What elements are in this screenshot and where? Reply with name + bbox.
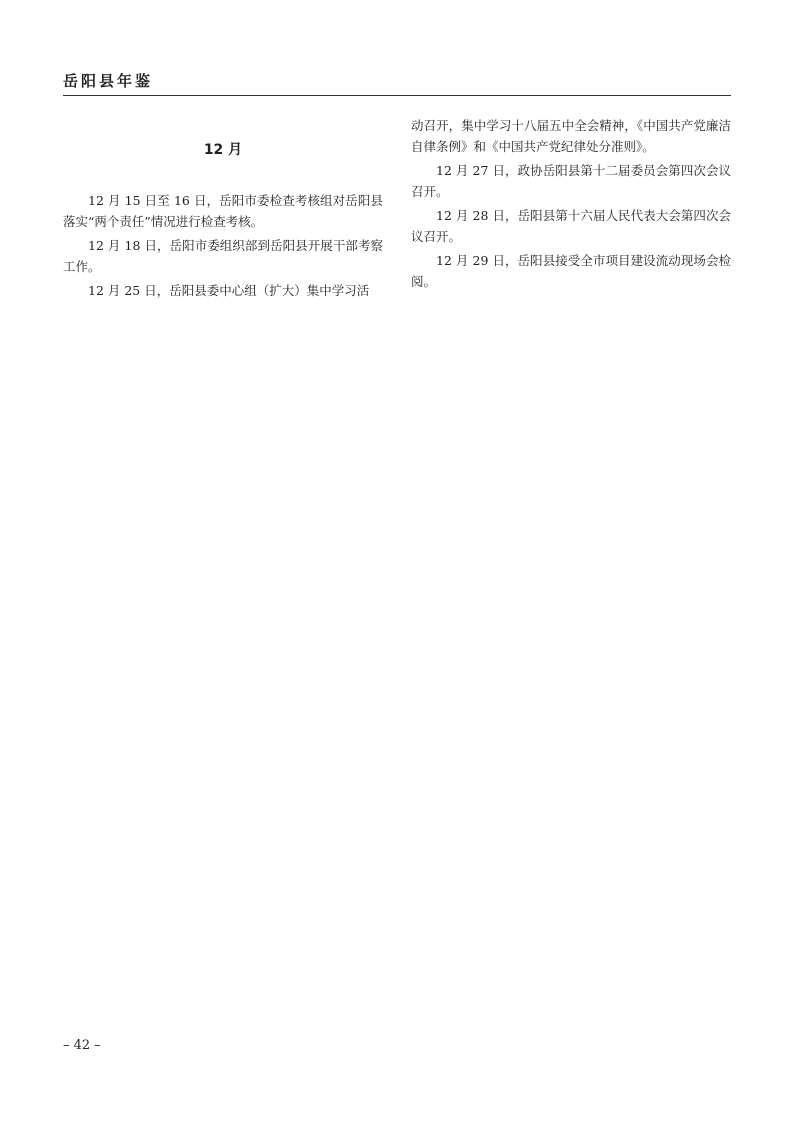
section-heading: 12 月 xyxy=(203,142,243,158)
page-number: – 42 – xyxy=(63,1038,101,1053)
header-divider xyxy=(63,95,731,96)
right-column xyxy=(411,115,731,292)
running-header-title: 岳阳县年鉴 xyxy=(63,72,154,90)
event-paragraph-continuation: 动召开，集中学习十八届五中全会精神，《中国共产党廉洁自律条例》和《中国共产党纪律处分准则》。 xyxy=(411,118,731,154)
event-paragraph: 12 月 27 日，政协岳阳县第十二届委员会第四次会议召开。 xyxy=(411,163,731,199)
event-paragraph: 12 月 18 日，岳阳市委组织部到岳阳县开展干部考察工作。 xyxy=(63,238,383,274)
event-paragraph: 12 月 29 日，岳阳县接受全市项目建设流动现场会检阅。 xyxy=(411,253,731,289)
event-paragraph: 12 月 25 日，岳阳县委中心组（扩大）集中学习活 xyxy=(88,283,370,298)
event-paragraph: 12 月 28 日，岳阳县第十六届人民代表大会第四次会议召开。 xyxy=(411,208,731,244)
event-paragraph: 12 月 15 日至 16 日，岳阳市委检查考核组对岳阳县落实“两个责任”情况进行检查考核。 xyxy=(63,193,383,229)
left-column xyxy=(63,115,383,301)
